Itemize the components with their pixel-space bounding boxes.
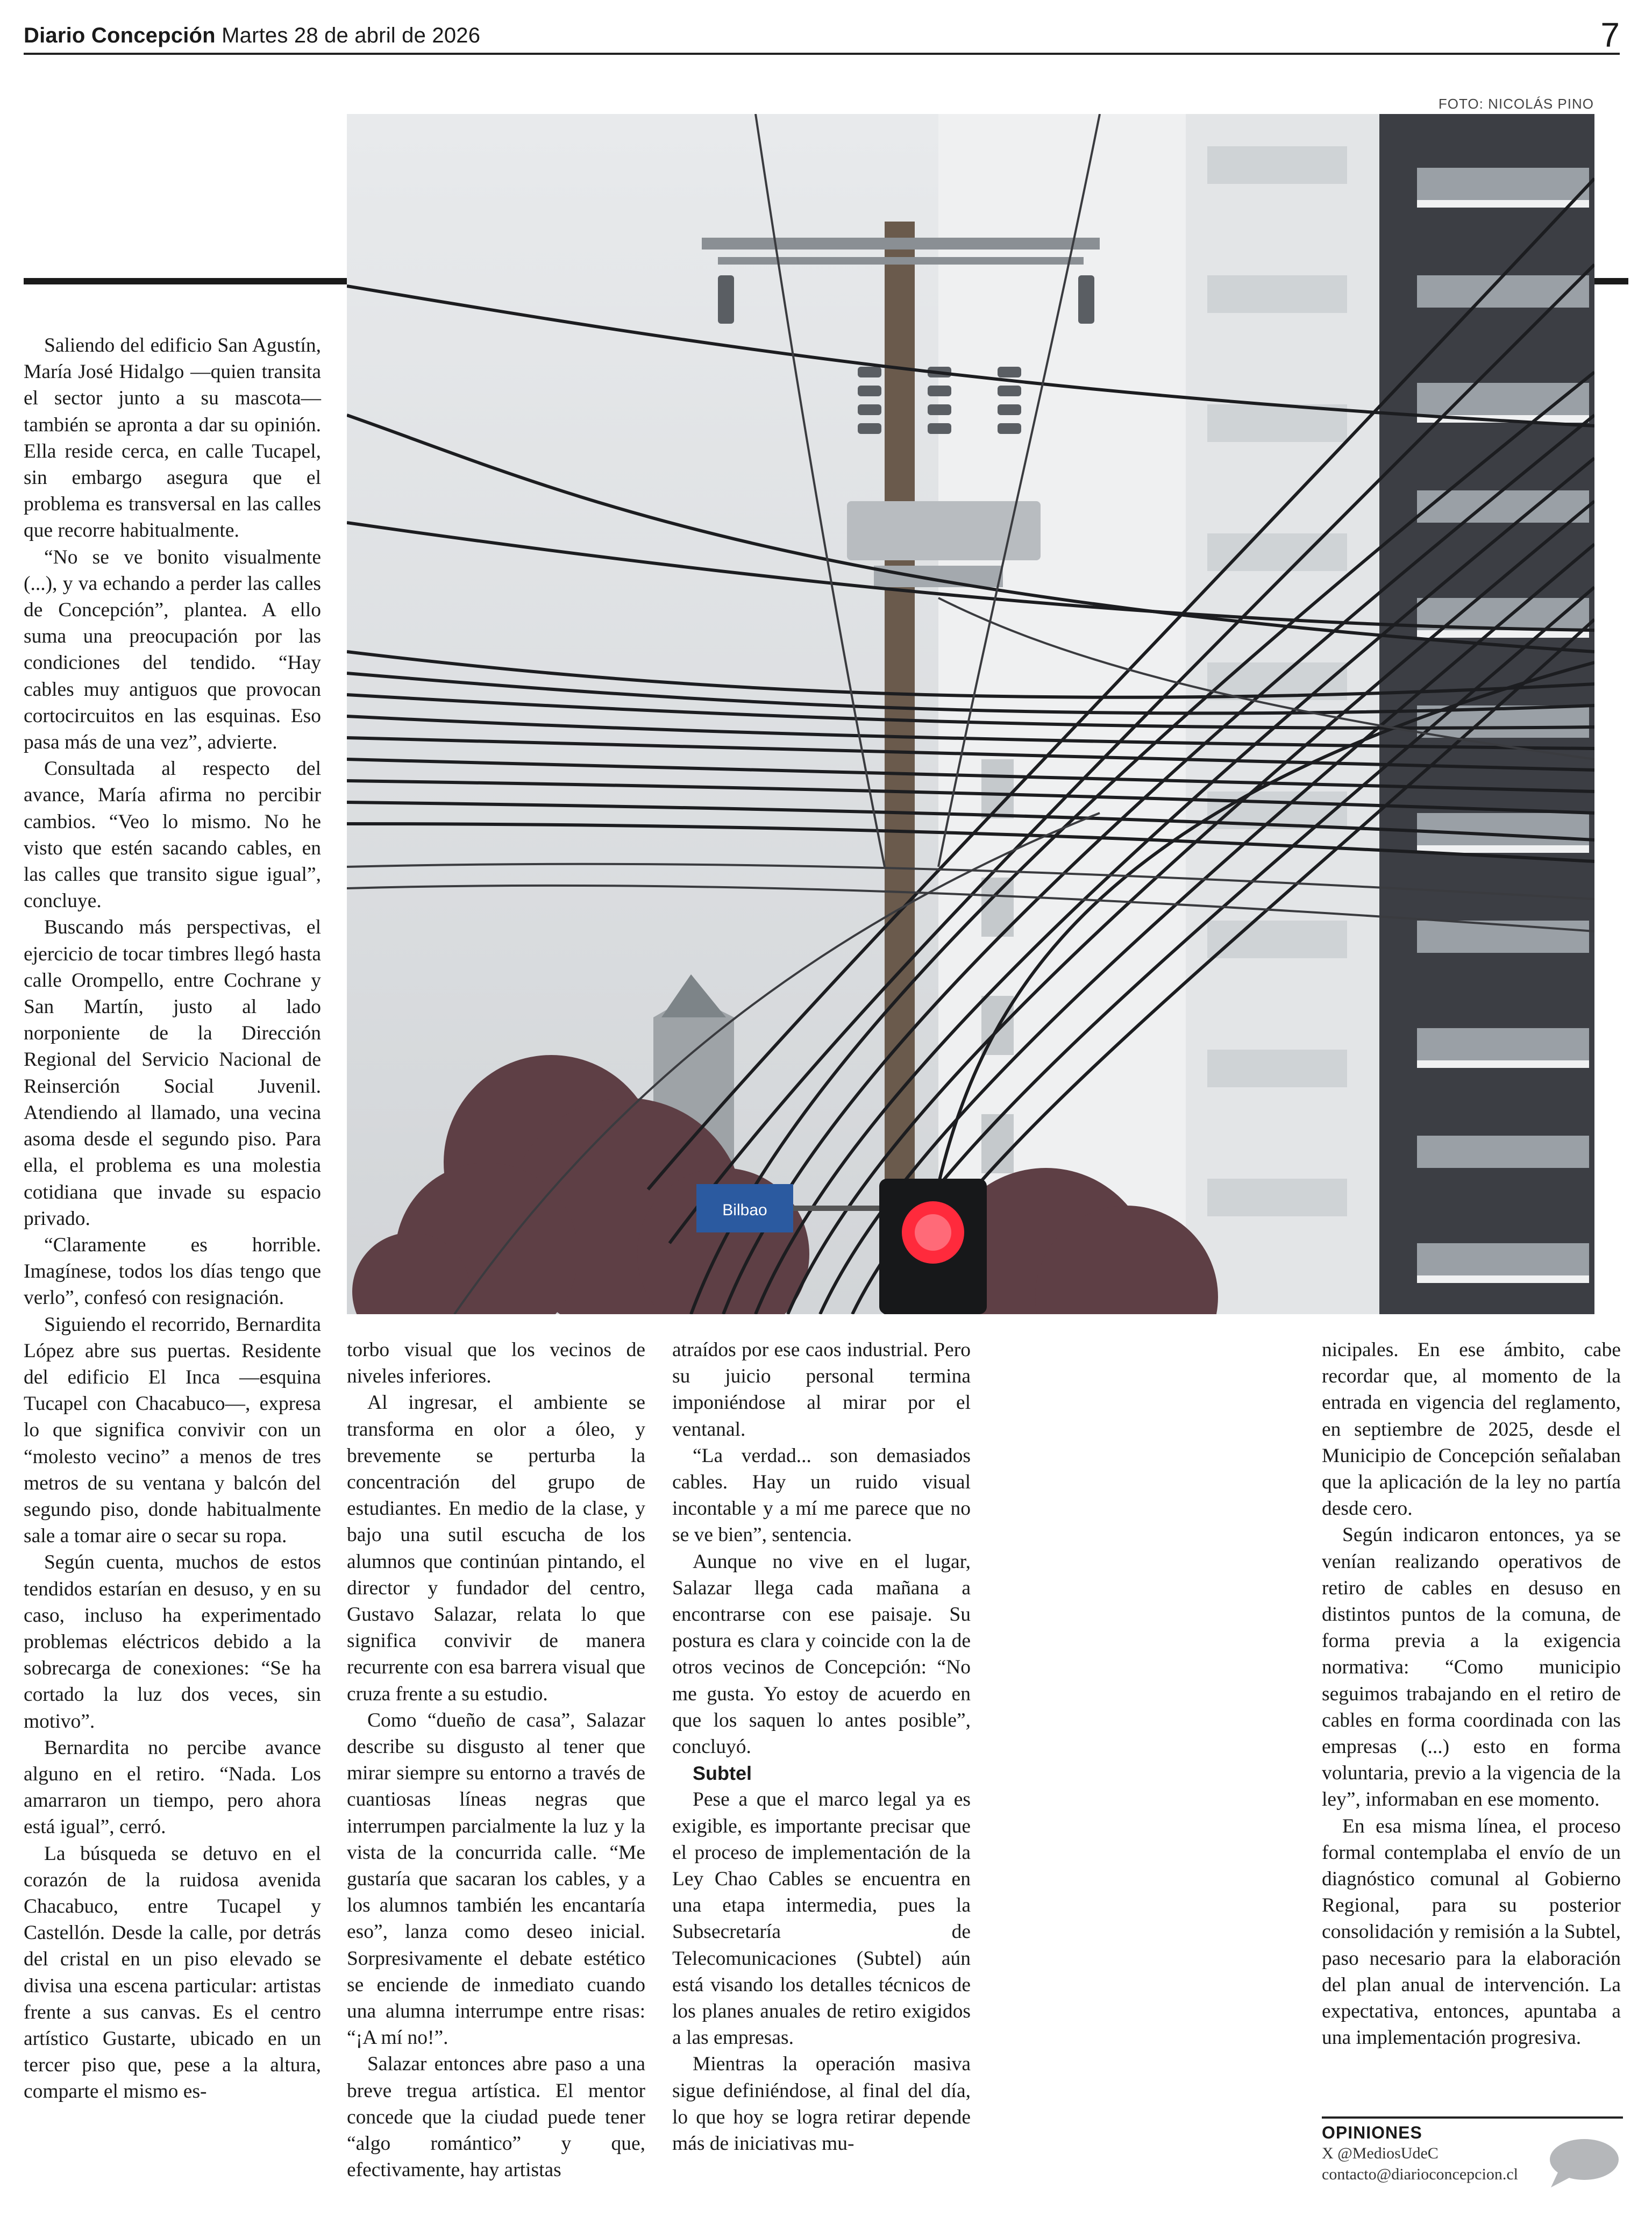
paragraph: Saliendo del edificio San Agustín, María José Hidalgo —quien transita el sector junto a su mascota— también se apronta a dar su opinión. Ella reside cerca, en calle Tucapel, sin embargo asegura que el problema es transversal en las calles que recorre habitualmente. [24, 334, 321, 542]
masthead [24, 24, 480, 48]
paragraph: Salazar entonces abre paso a una breve tregua artística. El mentor concede que la ciudad puede tener “algo romántico” y que, efectivamente, hay artistas [347, 2053, 645, 2182]
paragraph: Al ingresar, el ambiente se transforma en olor a óleo, y brevemente se perturba la concentración del grupo de estudiantes. En medio de la clase, y bajo una sutil escucha de los alumnos que continúan pintando, el director y fundador del centro, Gustavo Salazar, relata lo que significa convivir de manera recurrente con esa barrera visual que cruza frente a su estudio. [347, 1392, 645, 1705]
x-handle[interactable]: X @MediosUdeC [1322, 2144, 1439, 2162]
subheading: Subtel [693, 1762, 752, 1785]
text-column-4 [1322, 1337, 1621, 2051]
paragraph: Siguiendo el recorrido, Bernardita López abre sus puertas. Residente del edificio El Inca —esquina Tucapel con Chacabuco—, expresa lo que significa convivir con un “molesto vecino” a menos de tres metros de su ventana y balcón del segundo piso, donde habitualmente sale a tomar aire o secar su ropa. [24, 1313, 321, 1548]
paragraph: Bernardita no percibe avance alguno en el retiro. “Nada. Los amarraron un tiempo, pero ahora está igual”, cerró. [24, 1736, 321, 1838]
street-sign-text: Bilbao [722, 1201, 767, 1219]
issue-date: Martes 28 de abril de 2026 [222, 24, 481, 47]
paragraph: Buscando más perspectivas, el ejercicio de tocar timbres llegó hasta calle Orompello, entre Cochrane y San Martín, justo al lado norponiente de la Dirección Regional del Servicio Nacional de Reinserción Social Juvenil. Atendiendo al llamado, una vecina asoma desde el segundo piso. Para ella, el problema es una molestia cotidiana que invade su espacio privado. [24, 916, 321, 1230]
paragraph: Según cuenta, muchos de estos tendidos estarían en desuso, y en su caso, incluso ha experimentado problemas eléctricos debido a la sobrecarga de conexiones: “Se ha cortado la luz dos veces, sin motivo”. [24, 1551, 321, 1733]
section-rule-left [24, 278, 347, 284]
photo-credit: FOTO: NICOLÁS PINO [1438, 96, 1594, 112]
paragraph: Consultada al respecto del avance, María afirma no percibir cambios. “Veo lo mismo. No he visto que estén sacando cables, en las calles que transito sigue igual”, concluye. [24, 758, 321, 913]
paragraph: “Claramente es horrible. Imagínese, todos los días tengo que verlo”, confesó con resignación. [24, 1234, 321, 1309]
paragraph: nicipales. En ese ámbito, cabe recordar que, al momento de la entrada en vigencia del reglamento, en septiembre de 2025, desde el Municipio de Concepción señalaban que la aplicación de la ley no partía desde cero. [1322, 1339, 1621, 1520]
text-column-3 [672, 1337, 971, 2157]
opiniones-title: OPINIONES [1322, 2123, 1422, 2142]
traffic-light [879, 1179, 987, 1314]
paragraph: torbo visual que los vecinos de niveles inferiores. [347, 1339, 645, 1388]
paragraph: Mientras la operación masiva sigue definiéndose, al final del día, lo que hoy se logra retirar depende más de iniciativas mu- [672, 2053, 971, 2155]
paragraph: Pese a que el marco legal ya es exigible, es importante precisar que el proceso de implementación de la Ley Chao Cables se encuentra en una etapa intermedia, pues la Subsecretaría de Telecomunicaciones (Subtel) aún está visando los detalles técnicos de los planes anuales de retiro exigidos a las empresas. [672, 1788, 971, 2049]
paragraph: La búsqueda se detuvo en el corazón de la ruidosa avenida Chacabuco, entre Tucapel y Castellón. Desde la calle, por detrás del cristal en un piso elevado se divisa una escena particular: artistas frente a sus canvas. Es el centro artístico Gustarte, ubicado en un tercer piso que, pese a la altura, comparte el mismo es- [24, 1842, 321, 2103]
contact-email[interactable]: contacto@diarioconcepcion.cl [1322, 2165, 1518, 2183]
cables-photo [347, 114, 1594, 1314]
text-column-2 [347, 1337, 645, 2184]
paragraph: En esa misma línea, el proceso formal contemplaba el envío de un diagnóstico comunal al Gobierno Regional, para su posterior consolidación y remisión a la Subtel, paso necesario para la elaboración del plan anual de intervención. La expectativa, entonces, apuntaba a una implementación progresiva. [1322, 1815, 1621, 2049]
page-number: 7 [1600, 16, 1620, 54]
section-rule-right [1594, 278, 1628, 284]
paragraph: Como “dueño de casa”, Salazar describe su disgusto al tener que mirar siempre su entorno a través de cuantiosas líneas negras que interrumpen parcialmente la luz y la vista de la concurrida calle. “Me gustaría que sacaran los cables, y a los alumnos también les encantaría eso”, lanza como deseo inicial. Sorpresivamente el debate estético se enciende de inmediato cuando una alumna interrumpe entre risas: “¡A mí no!”. [347, 1709, 645, 2049]
paragraph: “No se ve bonito visualmente (...), y va echando a perder las calles de Concepción”, plantea. A ello suma una preocupación por las condiciones del tendido. “Hay cables muy antiguos que provocan cortocircuitos en las esquinas. Eso pasa más de una vez”, advierte. [24, 546, 321, 754]
paragraph: “La verdad... son demasiados cables. Hay un ruido visual incontable y a mí me parece que no se ve bien”, sentencia. [672, 1444, 971, 1546]
newspaper-name: Diario Concepción [24, 24, 216, 47]
speech-bubble-icon [1546, 2137, 1620, 2189]
text-column-1 [24, 332, 321, 2105]
paragraph: Aunque no vive en el lugar, Salazar llega cada mañana a encontrarse con ese paisaje. Su postura es clara y coincide con la de otros vecinos de Concepción: “No me gusta. Yo estoy de acuerdo en que los saquen lo antes posible”, concluyó. [672, 1550, 971, 1758]
paragraph: atraídos por ese caos industrial. Pero su juicio personal termina imponiéndose al mirar por el ventanal. [672, 1339, 971, 1441]
opiniones-box [1322, 2116, 1623, 2207]
cables-photo-illustration [347, 114, 1594, 1314]
paragraph: Según indicaron entonces, ya se venían realizando operativos de retiro de cables en desuso en distintos puntos de la comuna, de forma previa a la exigencia normativa: “Como municipio seguimos trabajando en el retiro de cables en forma coordinada con las empresas (...) esto en forma voluntaria, previo a la vigencia de la ley”, informaban en ese momento. [1322, 1524, 1621, 1811]
page-header [24, 14, 1620, 55]
